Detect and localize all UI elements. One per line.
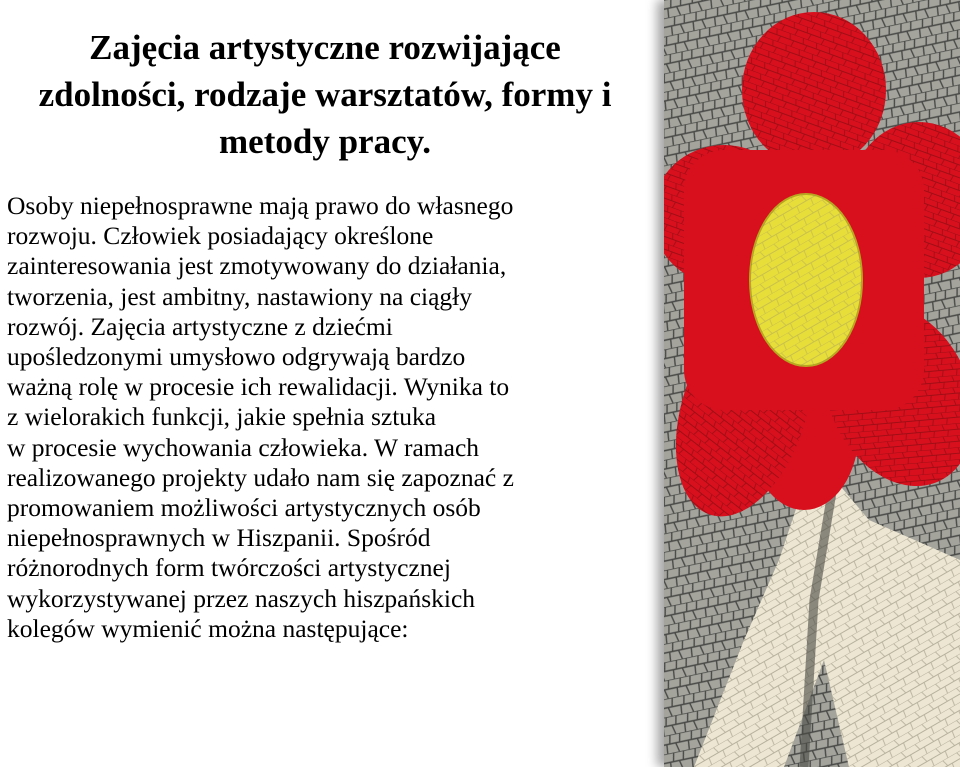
body-line: rozwój. Zajęcia artystyczne z dziećmi — [7, 311, 393, 341]
body-line: różnorodnych form twórczości artystycznej — [7, 553, 451, 583]
body-line: wykorzystywanej przez naszych hiszpańskich — [7, 583, 476, 613]
body-line: tworzenia, jest ambitny, nastawiony na ciągły — [7, 281, 473, 311]
body-line: kolegów wymienić można następujące: — [7, 613, 409, 643]
body-line: promowaniem możliwości artystycznych osób — [7, 493, 481, 523]
body-line: z wielorakich funkcji, jakie spełnia sztuka — [7, 402, 437, 432]
title-line: Zajęcia artystyczne rozwijające — [89, 28, 561, 67]
body-line: w procesie wychowania człowieka. W ramach — [7, 432, 480, 462]
body-line: zainteresowania jest zmotywowany do działania, — [7, 251, 507, 281]
body-line: ważną rolę w procesie ich rewalidacji. Wynika to — [7, 372, 510, 402]
body-line: realizowanego projekty udało nam się zapoznać z — [7, 462, 514, 492]
body-line: rozwoju. Człowiek posiadający określone — [7, 221, 434, 251]
body-line: upośledzonymi umysłowo odgrywają bardzo — [7, 342, 466, 372]
body-line: niepełnosprawnych w Hiszpanii. Spośród — [7, 523, 431, 553]
mosaic-flower-image — [664, 0, 960, 767]
body-paragraph — [7, 191, 655, 644]
body-line: Osoby niepełnosprawne mają prawo do własnego — [7, 191, 514, 220]
title-line: zdolności, rodzaje warsztatów, formy i — [38, 75, 612, 114]
slide-title — [0, 24, 650, 165]
title-line: metody pracy. — [219, 122, 431, 161]
mosaic-flower-icon — [664, 0, 960, 767]
